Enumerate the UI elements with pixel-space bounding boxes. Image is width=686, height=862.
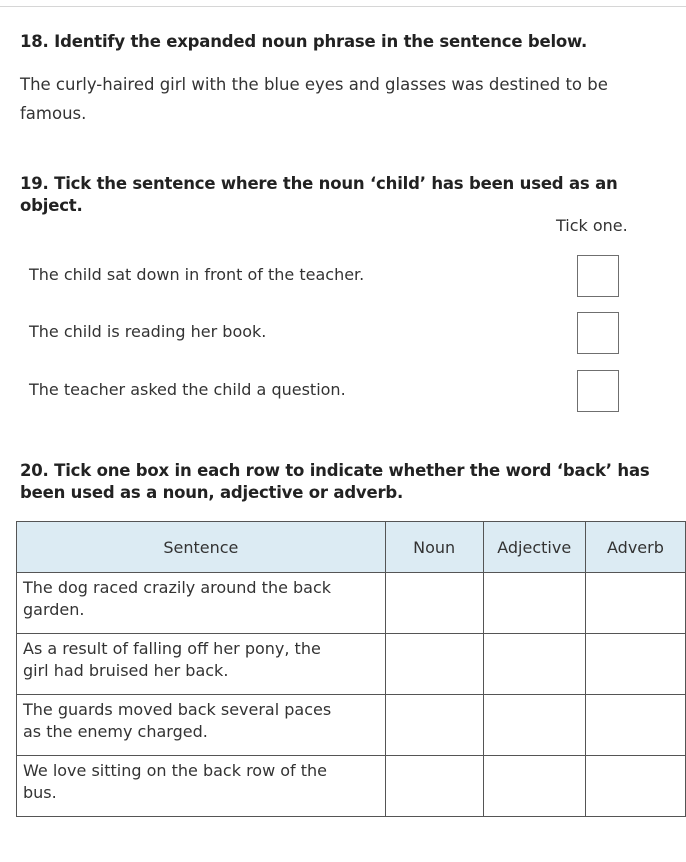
row-2-noun-cell[interactable] [385, 634, 483, 695]
option-1-checkbox[interactable] [577, 255, 619, 297]
option-1-text: The child sat down in front of the teacher. [29, 265, 365, 284]
row-2-adverb-cell[interactable] [585, 634, 685, 695]
top-divider [0, 6, 686, 7]
row-4-adverb-cell[interactable] [585, 756, 685, 817]
row-3-sentence-line-1: The guards moved back several paces [23, 700, 332, 719]
question-18-sentence [20, 70, 608, 128]
table-header-row [17, 522, 686, 573]
question-19-heading-line-1: 19. Tick the sentence where the noun ‘child’ has been used as an [20, 174, 618, 193]
option-3-text: The teacher asked the child a question. [29, 380, 346, 399]
option-2-text: The child is reading her book. [29, 322, 267, 341]
question-20-heading-line-1: 20. Tick one box in each row to indicate whether the word ‘back’ has [20, 461, 650, 480]
table-row [17, 573, 686, 634]
table-row [17, 634, 686, 695]
header-adjective: Adjective [483, 522, 585, 573]
row-4-noun-cell[interactable] [385, 756, 483, 817]
option-3-checkbox[interactable] [577, 370, 619, 412]
question-18-sentence-line-1: The curly-haired girl with the blue eyes and glasses was destined to be [20, 75, 608, 94]
tick-one-label: Tick one. [556, 216, 628, 235]
question-18-heading: 18. Identify the expanded noun phrase in the sentence below. [20, 32, 588, 51]
header-sentence: Sentence [17, 522, 386, 573]
row-3-sentence-line-2: as the enemy charged. [23, 722, 208, 741]
question-19-heading-line-2: object. [20, 196, 83, 215]
row-2-sentence [17, 634, 386, 695]
question-20-heading-line-2: been used as a noun, adjective or adverb. [20, 483, 404, 502]
row-3-adjective-cell[interactable] [483, 695, 585, 756]
table-row [17, 695, 686, 756]
option-2-checkbox[interactable] [577, 312, 619, 354]
row-4-sentence-line-2: bus. [23, 783, 57, 802]
row-3-sentence [17, 695, 386, 756]
table-row [17, 756, 686, 817]
row-4-sentence [17, 756, 386, 817]
row-2-adjective-cell[interactable] [483, 634, 585, 695]
row-2-sentence-line-1: As a result of falling off her pony, the [23, 639, 321, 658]
row-1-sentence [17, 573, 386, 634]
question-20-heading [20, 460, 650, 504]
row-1-adjective-cell[interactable] [483, 573, 585, 634]
question-19-heading [20, 173, 618, 217]
row-2-sentence-line-2: girl had bruised her back. [23, 661, 229, 680]
row-4-sentence-line-1: We love sitting on the back row of the [23, 761, 328, 780]
question-18-sentence-line-2: famous. [20, 104, 87, 123]
word-class-table [16, 521, 686, 817]
header-adverb: Adverb [585, 522, 685, 573]
row-1-adverb-cell[interactable] [585, 573, 685, 634]
row-4-adjective-cell[interactable] [483, 756, 585, 817]
row-1-sentence-line-1: The dog raced crazily around the back [23, 578, 332, 597]
row-1-noun-cell[interactable] [385, 573, 483, 634]
row-3-noun-cell[interactable] [385, 695, 483, 756]
header-noun: Noun [385, 522, 483, 573]
row-3-adverb-cell[interactable] [585, 695, 685, 756]
row-1-sentence-line-2: garden. [23, 600, 85, 619]
